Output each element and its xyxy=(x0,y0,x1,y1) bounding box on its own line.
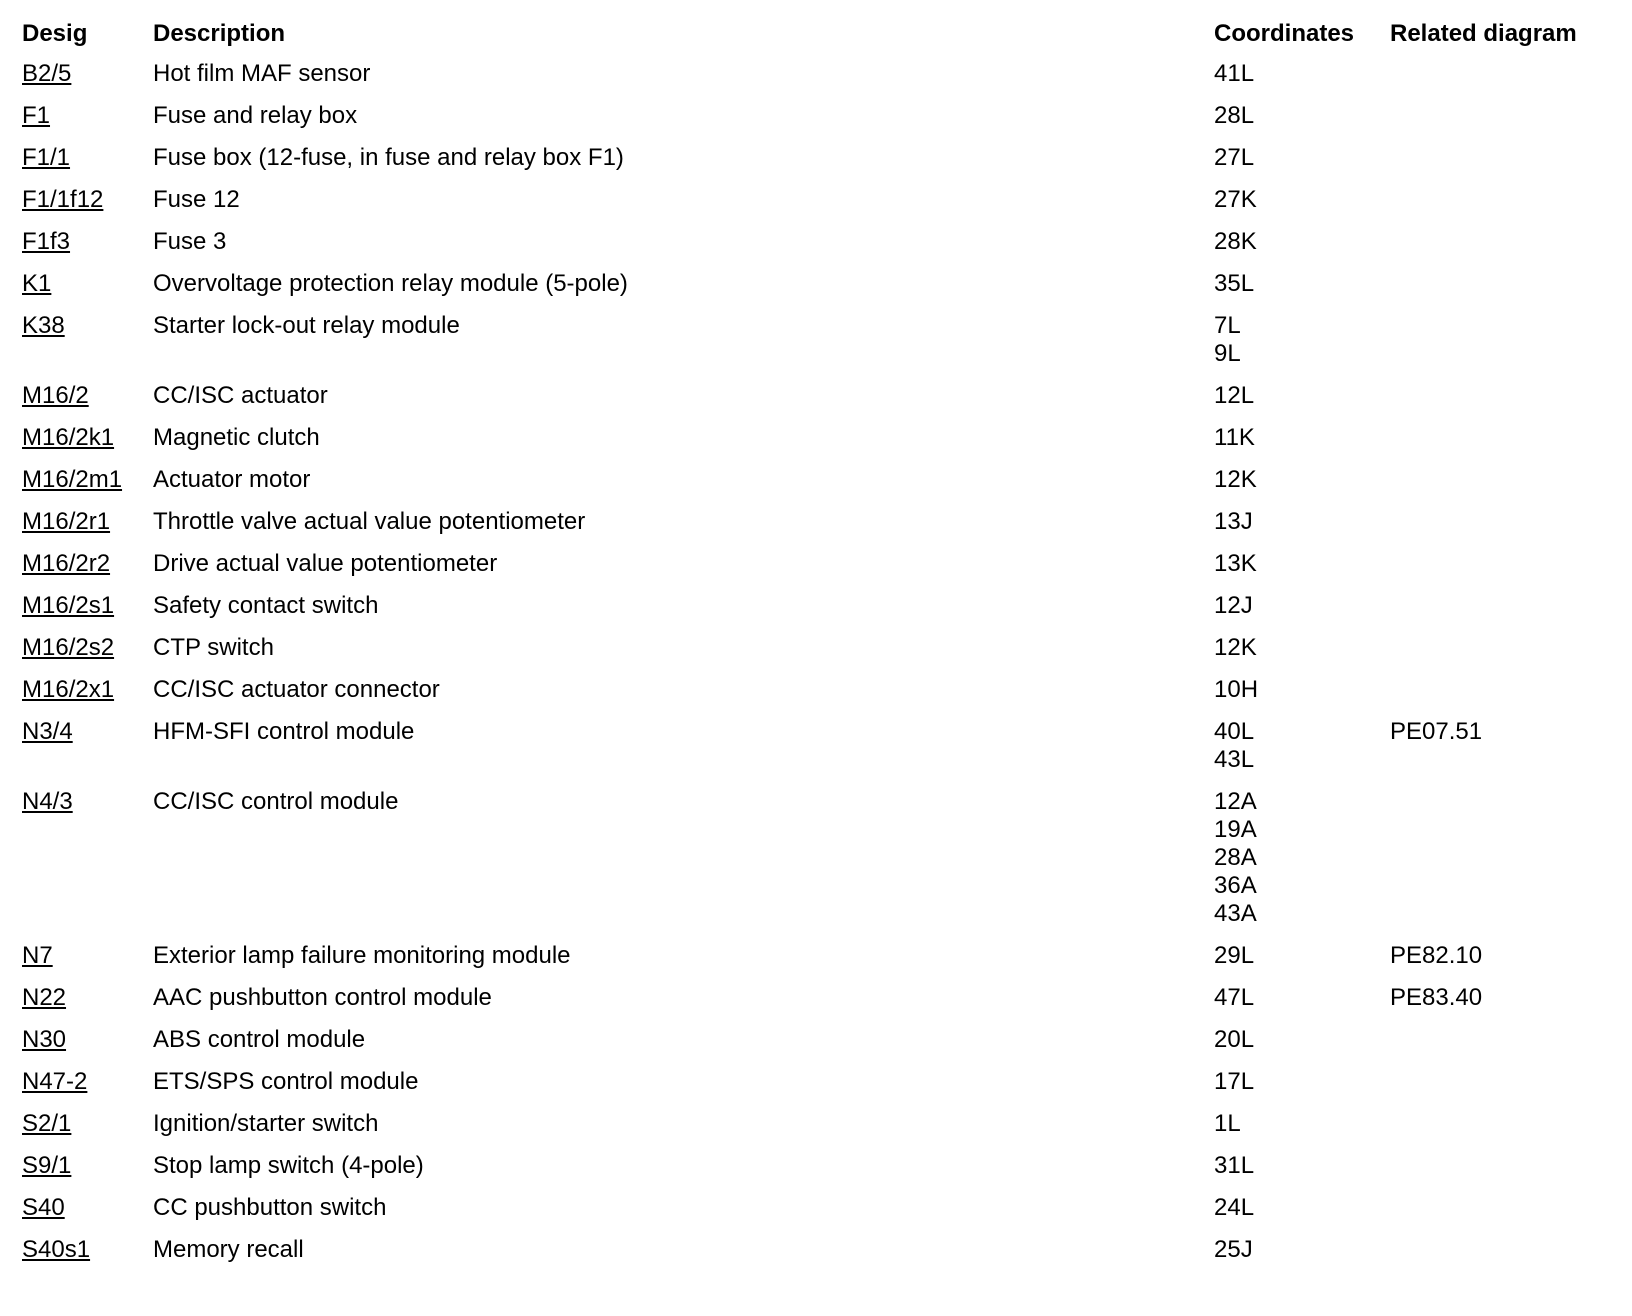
header-coordinates: Coordinates xyxy=(1214,20,1355,47)
coordinates-cell xyxy=(1214,312,1390,382)
description-cell: CC/ISC actuator connector xyxy=(153,676,440,703)
desig-cell xyxy=(22,942,153,984)
description-cell: Drive actual value potentiometer xyxy=(153,550,498,577)
description-cell: Exterior lamp failure monitoring module xyxy=(153,942,571,969)
component-legend-table xyxy=(22,20,1620,1278)
coordinates-cell xyxy=(1214,984,1390,1026)
coordinate-value: 17L xyxy=(1214,1068,1255,1095)
related-diagram-cell xyxy=(1390,1236,1620,1278)
desig-link[interactable]: N47-2 xyxy=(22,1068,88,1095)
desig-cell xyxy=(22,186,153,228)
desig-cell xyxy=(22,1236,153,1278)
desig-cell xyxy=(22,270,153,312)
coordinate-value: 47L xyxy=(1214,984,1255,1011)
related-diagram-cell xyxy=(1390,312,1620,382)
coordinate-value: 43A xyxy=(1214,900,1257,927)
table-row xyxy=(22,466,1620,508)
coordinate-value: 19A xyxy=(1214,816,1257,843)
related-diagram-cell xyxy=(1390,1026,1620,1068)
coordinates-cell xyxy=(1214,424,1390,466)
related-diagram-cell xyxy=(1390,466,1620,508)
coordinate-value: 13K xyxy=(1214,550,1257,577)
table-row xyxy=(22,186,1620,228)
coordinate-value: 12L xyxy=(1214,382,1255,409)
coordinates-cell xyxy=(1214,592,1390,634)
desig-cell xyxy=(22,676,153,718)
coordinates-cell xyxy=(1214,634,1390,676)
desig-link[interactable]: M16/2x1 xyxy=(22,676,115,703)
description-cell: CC pushbutton switch xyxy=(153,1194,387,1221)
desig-cell xyxy=(22,144,153,186)
desig-link[interactable]: S40 xyxy=(22,1194,65,1221)
coordinates-cell xyxy=(1214,144,1390,186)
description-cell: Starter lock-out relay module xyxy=(153,312,460,339)
table-row xyxy=(22,1194,1620,1236)
coordinates-cell xyxy=(1214,102,1390,144)
table-row xyxy=(22,592,1620,634)
table-row xyxy=(22,312,1620,382)
description-cell: Actuator motor xyxy=(153,466,311,493)
coordinate-value: 28K xyxy=(1214,228,1257,255)
coordinates-cell xyxy=(1214,676,1390,718)
desig-cell xyxy=(22,1110,153,1152)
table-row xyxy=(22,382,1620,424)
coordinate-value: 7L xyxy=(1214,312,1241,339)
related-diagram-cell xyxy=(1390,550,1620,592)
desig-link[interactable]: N22 xyxy=(22,984,67,1011)
coordinates-cell xyxy=(1214,270,1390,312)
related-diagram-cell xyxy=(1390,1194,1620,1236)
table-row xyxy=(22,144,1620,186)
header-related-diagram: Related diagram xyxy=(1390,20,1577,47)
related-diagram-cell xyxy=(1390,144,1620,186)
desig-link[interactable]: S40s1 xyxy=(22,1236,91,1263)
coordinates-cell xyxy=(1214,508,1390,550)
related-diagram-cell xyxy=(1390,676,1620,718)
table-row xyxy=(22,984,1620,1026)
related-diagram-cell xyxy=(1390,1152,1620,1194)
desig-link[interactable]: K1 xyxy=(22,270,52,297)
desig-link[interactable]: M16/2r2 xyxy=(22,550,111,577)
coordinates-cell xyxy=(1214,942,1390,984)
description-cell: Fuse and relay box xyxy=(153,102,358,129)
desig-link[interactable]: B2/5 xyxy=(22,60,72,87)
related-diagram-cell: PE82.10 xyxy=(1390,942,1483,969)
desig-cell xyxy=(22,508,153,550)
coordinates-cell xyxy=(1214,466,1390,508)
coordinates-cell xyxy=(1214,1110,1390,1152)
description-cell: Ignition/starter switch xyxy=(153,1110,379,1137)
description-cell: Fuse 12 xyxy=(153,186,240,213)
coordinates-cell xyxy=(1214,1194,1390,1236)
table-row xyxy=(22,550,1620,592)
description-cell: ABS control module xyxy=(153,1026,366,1053)
header-desig: Desig xyxy=(22,20,88,47)
desig-link[interactable]: M16/2s1 xyxy=(22,592,115,619)
table-row xyxy=(22,1026,1620,1068)
table-row xyxy=(22,1236,1620,1278)
table-body xyxy=(22,60,1620,1278)
coordinate-value: 36A xyxy=(1214,872,1257,899)
desig-link[interactable]: M16/2r1 xyxy=(22,508,111,535)
related-diagram-cell xyxy=(1390,382,1620,424)
coordinate-value: 40L xyxy=(1214,718,1255,745)
table-row xyxy=(22,718,1620,788)
table-header xyxy=(22,20,1620,60)
description-cell: CC/ISC control module xyxy=(153,788,399,815)
desig-cell xyxy=(22,718,153,788)
desig-link[interactable]: F1/1f12 xyxy=(22,186,104,213)
coordinate-value: 28A xyxy=(1214,844,1257,871)
table-row xyxy=(22,1068,1620,1110)
coordinates-cell xyxy=(1214,1026,1390,1068)
coordinate-value: 28L xyxy=(1214,102,1255,129)
desig-cell xyxy=(22,466,153,508)
coordinate-value: 12K xyxy=(1214,634,1257,661)
coordinates-cell xyxy=(1214,550,1390,592)
desig-cell xyxy=(22,1068,153,1110)
coordinate-value: 43L xyxy=(1214,746,1255,773)
header-description: Description xyxy=(153,20,286,47)
related-diagram-cell xyxy=(1390,592,1620,634)
desig-cell xyxy=(22,634,153,676)
coordinate-value: 27L xyxy=(1214,144,1255,171)
desig-cell xyxy=(22,550,153,592)
description-cell: Fuse box (12-fuse, in fuse and relay box F1) xyxy=(153,144,624,171)
desig-link[interactable]: M16/2m1 xyxy=(22,466,123,493)
desig-cell xyxy=(22,1152,153,1194)
coordinates-cell xyxy=(1214,186,1390,228)
related-diagram-cell xyxy=(1390,270,1620,312)
desig-link[interactable]: M16/2k1 xyxy=(22,424,115,451)
desig-cell xyxy=(22,1026,153,1068)
related-diagram-cell xyxy=(1390,228,1620,270)
description-cell: CTP switch xyxy=(153,634,274,661)
table-row xyxy=(22,788,1620,942)
table-row xyxy=(22,60,1620,102)
related-diagram-cell xyxy=(1390,186,1620,228)
desig-link[interactable]: N30 xyxy=(22,1026,67,1053)
table-row xyxy=(22,1152,1620,1194)
table-row xyxy=(22,270,1620,312)
desig-cell xyxy=(22,60,153,102)
desig-cell xyxy=(22,102,153,144)
description-cell: Magnetic clutch xyxy=(153,424,320,451)
coordinates-cell xyxy=(1214,718,1390,788)
coordinates-cell xyxy=(1214,1236,1390,1278)
coordinate-value: 10H xyxy=(1214,676,1259,703)
desig-link[interactable]: S9/1 xyxy=(22,1152,72,1179)
related-diagram-cell xyxy=(1390,508,1620,550)
desig-cell xyxy=(22,788,153,942)
description-cell: Overvoltage protection relay module (5-pole) xyxy=(153,270,628,297)
related-diagram-cell xyxy=(1390,102,1620,144)
coordinate-value: 35L xyxy=(1214,270,1255,297)
coordinates-cell xyxy=(1214,228,1390,270)
table-row xyxy=(22,424,1620,466)
coordinates-cell xyxy=(1214,382,1390,424)
coordinate-value: 12J xyxy=(1214,592,1253,619)
table-row xyxy=(22,1110,1620,1152)
related-diagram-cell: PE83.40 xyxy=(1390,984,1483,1011)
coordinate-value: 31L xyxy=(1214,1152,1255,1179)
coordinate-value: 11K xyxy=(1214,424,1255,451)
coordinate-value: 29L xyxy=(1214,942,1255,969)
table-row xyxy=(22,228,1620,270)
coordinate-value: 41L xyxy=(1214,60,1255,87)
description-cell: Memory recall xyxy=(153,1236,304,1263)
desig-link[interactable]: F1/1 xyxy=(22,144,71,171)
coordinate-value: 27K xyxy=(1214,186,1257,213)
desig-cell xyxy=(22,312,153,382)
coordinate-value: 9L xyxy=(1214,340,1241,367)
header-row xyxy=(22,20,1620,60)
table-row xyxy=(22,942,1620,984)
desig-cell xyxy=(22,592,153,634)
table-row xyxy=(22,676,1620,718)
coordinate-value: 20L xyxy=(1214,1026,1255,1053)
desig-link[interactable]: F1f3 xyxy=(22,228,71,255)
related-diagram-cell xyxy=(1390,424,1620,466)
coordinate-value: 12K xyxy=(1214,466,1257,493)
description-cell: ETS/SPS control module xyxy=(153,1068,419,1095)
description-cell: Throttle valve actual value potentiometer xyxy=(153,508,586,535)
table-row xyxy=(22,102,1620,144)
desig-cell xyxy=(22,1194,153,1236)
description-cell: Hot film MAF sensor xyxy=(153,60,371,87)
table-row xyxy=(22,634,1620,676)
table-row xyxy=(22,508,1620,550)
desig-link[interactable]: N3/4 xyxy=(22,718,73,745)
coordinate-value: 25J xyxy=(1214,1236,1253,1263)
description-cell: AAC pushbutton control module xyxy=(153,984,492,1011)
coordinate-value: 24L xyxy=(1214,1194,1255,1221)
related-diagram-cell xyxy=(1390,60,1620,102)
description-cell: CC/ISC actuator xyxy=(153,382,328,409)
desig-link[interactable]: N7 xyxy=(22,942,53,969)
coordinates-cell xyxy=(1214,1068,1390,1110)
coordinate-value: 12A xyxy=(1214,788,1257,815)
description-cell: Fuse 3 xyxy=(153,228,227,255)
related-diagram-cell xyxy=(1390,788,1620,942)
description-cell: HFM-SFI control module xyxy=(153,718,415,745)
coordinate-value: 13J xyxy=(1214,508,1253,535)
related-diagram-cell xyxy=(1390,1110,1620,1152)
desig-cell xyxy=(22,382,153,424)
desig-link[interactable]: N4/3 xyxy=(22,788,73,815)
desig-link[interactable]: K38 xyxy=(22,312,65,339)
desig-cell xyxy=(22,984,153,1026)
related-diagram-cell xyxy=(1390,634,1620,676)
desig-link[interactable]: M16/2s2 xyxy=(22,634,115,661)
coordinate-value: 1L xyxy=(1214,1110,1241,1137)
related-diagram-cell xyxy=(1390,1068,1620,1110)
desig-cell xyxy=(22,228,153,270)
desig-cell xyxy=(22,424,153,466)
desig-link[interactable]: M16/2 xyxy=(22,382,89,409)
desig-link[interactable]: F1 xyxy=(22,102,51,129)
description-cell: Stop lamp switch (4-pole) xyxy=(153,1152,424,1179)
coordinates-cell xyxy=(1214,1152,1390,1194)
description-cell: Safety contact switch xyxy=(153,592,379,619)
desig-link[interactable]: S2/1 xyxy=(22,1110,72,1137)
related-diagram-cell: PE07.51 xyxy=(1390,718,1483,745)
coordinates-cell xyxy=(1214,788,1390,942)
coordinates-cell xyxy=(1214,60,1390,102)
